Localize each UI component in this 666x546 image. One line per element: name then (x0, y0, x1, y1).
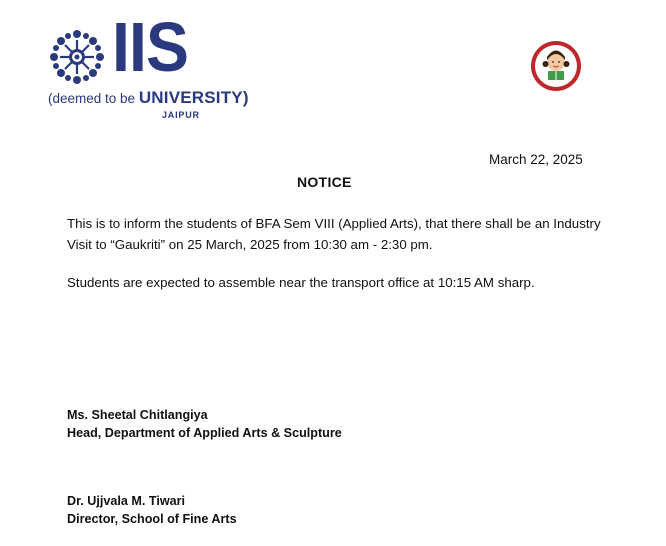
logo-wordmark: IIS (112, 8, 188, 86)
signatory-block (67, 406, 342, 442)
girl-child-campaign-badge-icon (530, 26, 582, 106)
logo-tagline-prefix: (deemed to be (48, 91, 136, 106)
signatory-block (67, 492, 237, 528)
notice-date: March 22, 2025 (489, 152, 583, 167)
signatory-title: Head, Department of Applied Arts & Sculpture (67, 426, 342, 440)
logo-city: JAIPUR (162, 110, 200, 120)
notice-paragraph: Students are expected to assemble near the transport office at 10:15 AM sharp. (67, 275, 535, 290)
signatory-title: Director, School of Fine Arts (67, 512, 237, 526)
logo-tagline-university: UNIVERSITY) (138, 88, 249, 107)
university-logo (46, 8, 249, 120)
signatory-name: Dr. Ujjvala M. Tiwari (67, 494, 186, 508)
notice-title: NOTICE (297, 174, 352, 190)
notice-paragraph: This is to inform the students of BFA Sem VIII (Applied Arts), that there shall be an Industry Visit to “Gaukriti” on 25 March, 2025 from 10:30 am - 2:30 pm. (67, 216, 601, 252)
lotus-emblem-icon (46, 26, 108, 88)
signatory-name: Ms. Sheetal Chitlangiya (67, 408, 208, 422)
logo-tagline (48, 88, 249, 108)
